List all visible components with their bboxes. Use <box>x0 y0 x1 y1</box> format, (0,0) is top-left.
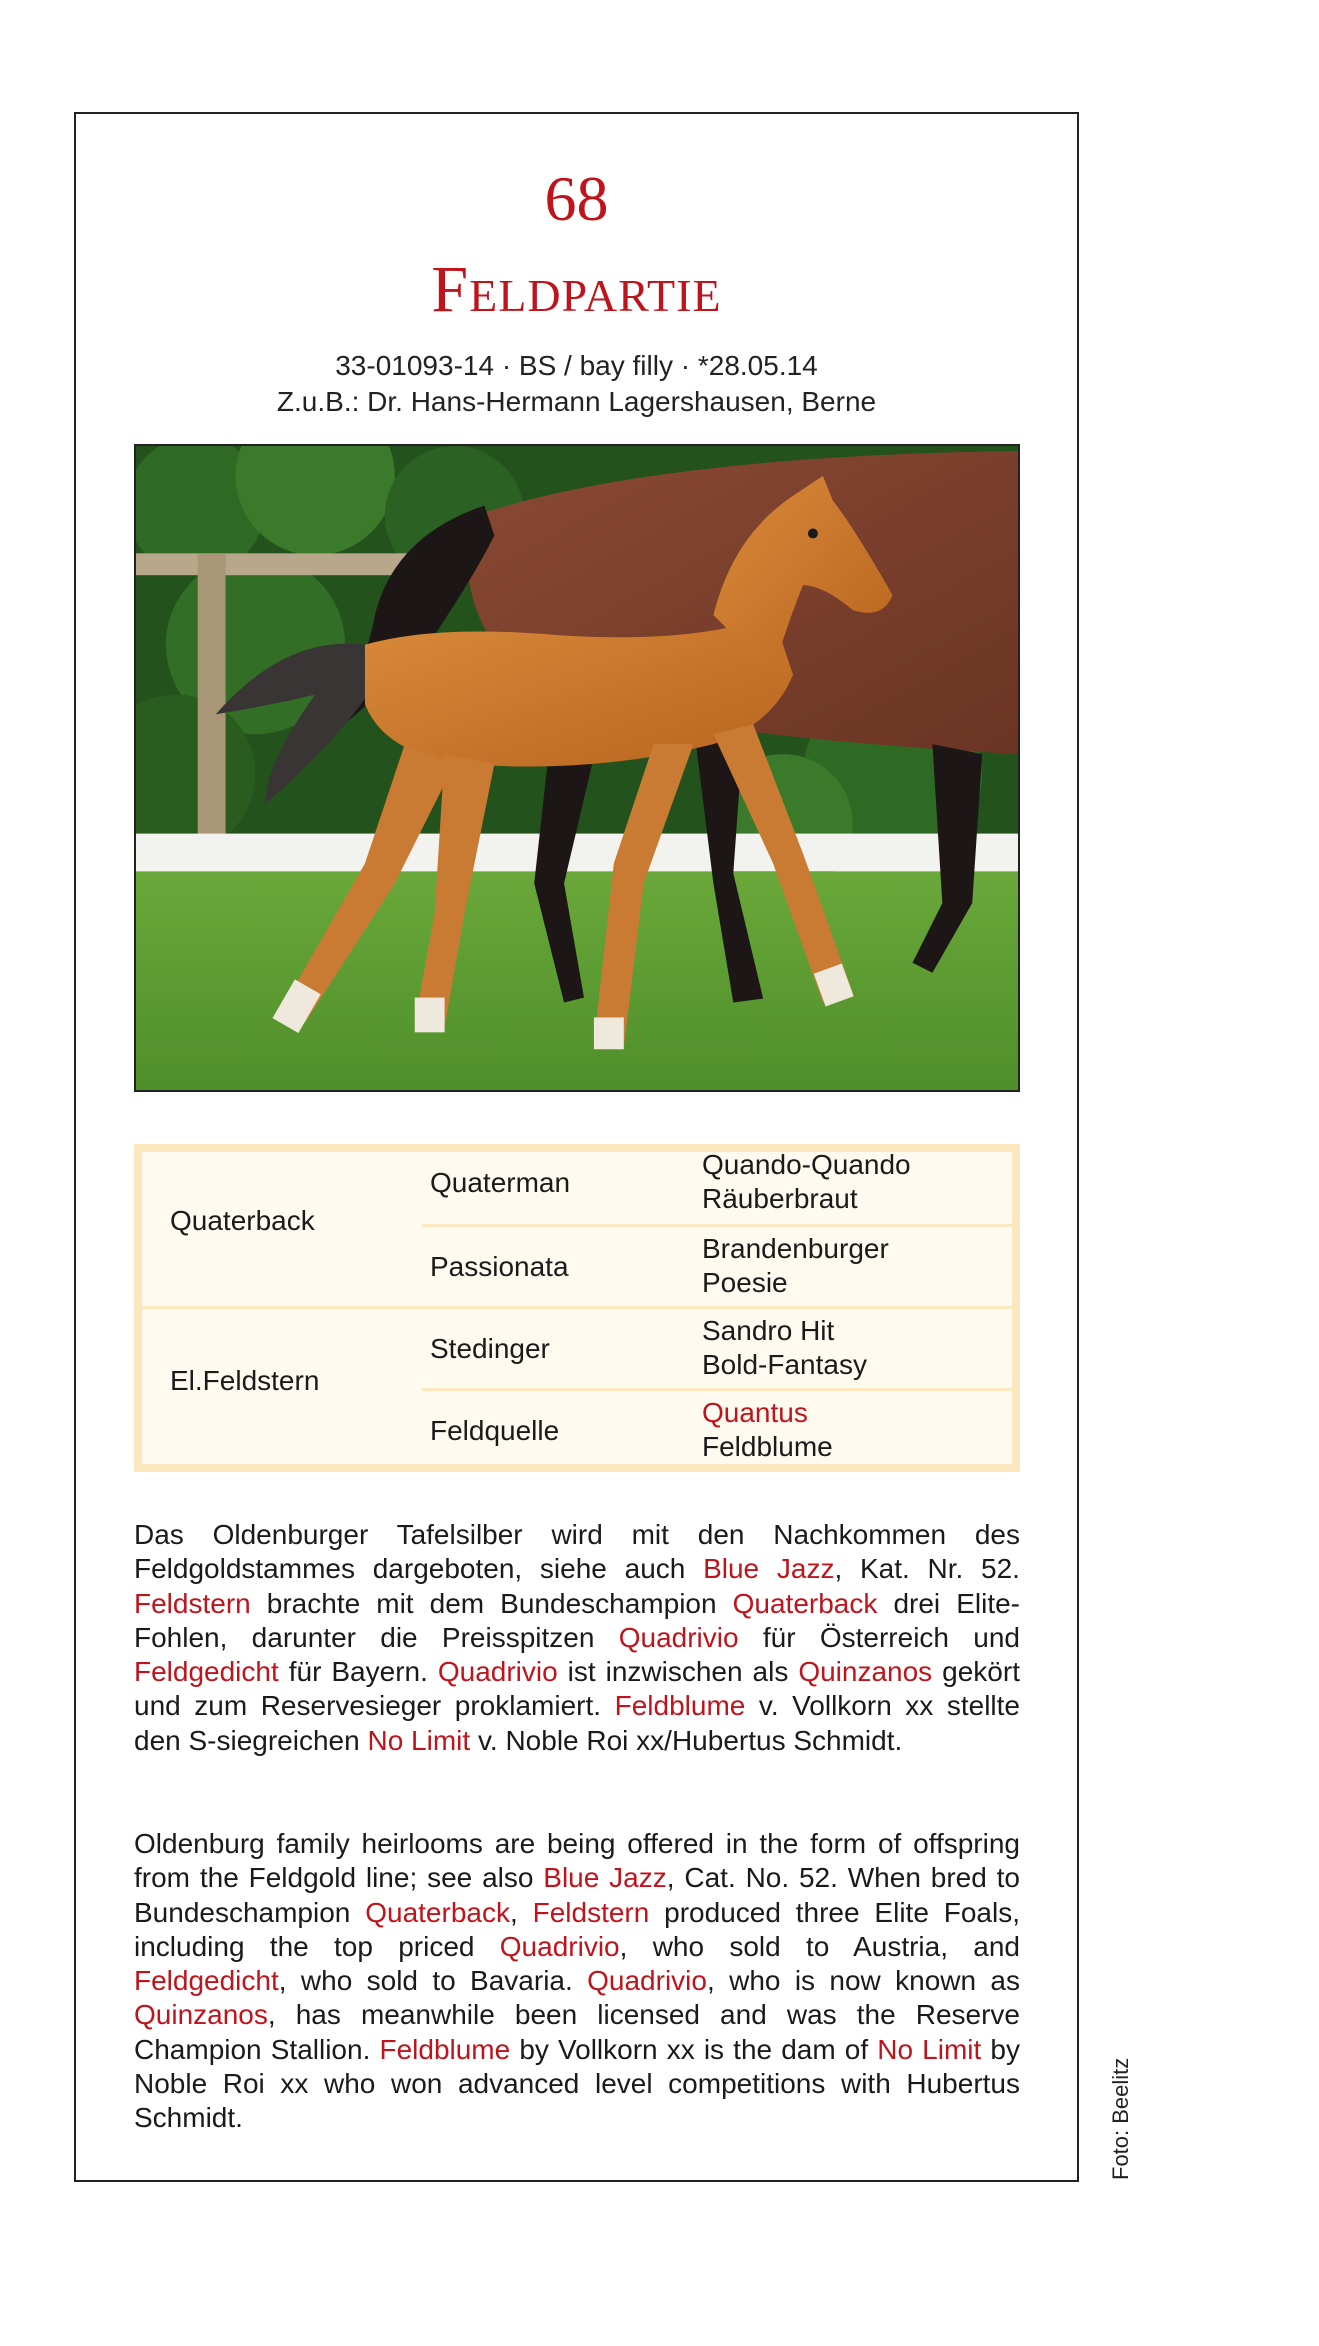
text-segment: produced three Elite Foals, including the top priced <box>134 1896 1020 1962</box>
text-segment: , Cat. No. 52. When bred to Bundeschampion <box>134 1862 1020 1928</box>
horse-reference: Quadrivio <box>437 1656 558 1688</box>
text-segment: by Vollkorn xx is the dam of <box>510 2033 878 2065</box>
text-segment: v. Vollkorn xx stellte den S-siegreichen <box>134 1690 1021 1756</box>
pedigree-dam-sire: Stedinger <box>430 1333 550 1364</box>
pedigree-sire-dam: Passionata <box>430 1251 569 1282</box>
pedigree-divider <box>422 1224 1012 1227</box>
horse-reference: Feldblume <box>379 2033 511 2065</box>
horse-reference: Feldgedicht <box>134 1656 279 1688</box>
text-segment: gekört und zum Reservesieger proklamiert. <box>134 1656 1020 1722</box>
pedigree-ggp-3 <box>702 1314 867 1382</box>
text-segment: Oldenburg family heirlooms are being offered in the form of offspring from the Feldgold line; see also <box>134 1828 1020 1894</box>
breeder-line: Z.u.B.: Dr. Hans-Hermann Lagershausen, Berne <box>276 386 877 417</box>
text-segment: drei Elite-Fohlen, darunter die Preisspitzen <box>134 1587 1020 1653</box>
horse-reference: Quadrivio <box>618 1621 739 1653</box>
horse-reference: Quadrivio <box>499 1930 620 1962</box>
description-german <box>134 1518 1020 1758</box>
text-segment: Das Oldenburger Tafelsilber wird mit den Nachkommen des Feldgoldstammes dargeboten, siehe auch <box>134 1519 1020 1585</box>
text-segment: , who is now known as <box>706 1965 1020 1997</box>
photo-credit: Foto: Beelitz <box>1108 2057 1133 2180</box>
pedigree-ggp: Bold-Fantasy <box>702 1349 867 1380</box>
pedigree-divider <box>422 1388 1012 1391</box>
pedigree-divider <box>142 1306 1012 1309</box>
horse-reference: Feldblume <box>614 1690 746 1722</box>
horse-reference: Feldgedicht <box>134 1965 279 1997</box>
lot-number: 68 <box>544 163 609 234</box>
text-segment: , has meanwhile been licensed and was the Reserve Champion Stallion. <box>134 1999 1020 2065</box>
pedigree-ggp: Feldblume <box>702 1431 833 1462</box>
pedigree-table <box>134 1144 1020 1472</box>
horse-reference: Feldstern <box>134 1587 251 1619</box>
pedigree-dam: El.Feldstern <box>170 1365 320 1396</box>
text-segment: , <box>509 1896 533 1928</box>
pedigree-ggp: Räuberbraut <box>702 1183 858 1214</box>
horse-reference: Blue Jazz <box>703 1553 835 1585</box>
horse-reference: Quadrivio <box>587 1965 707 1997</box>
foal-photo-illustration <box>136 446 1018 1090</box>
pedigree-ggp-1 <box>702 1148 911 1216</box>
text-segment: für Österreich und <box>738 1621 1020 1653</box>
pedigree-ggp: Brandenburger <box>702 1233 889 1264</box>
pedigree-sire-sire: Quaterman <box>430 1167 571 1198</box>
text-segment: by Noble Roi xx who won advanced level competitions with Hubertus Schmidt. <box>134 2033 1020 2134</box>
horse-photo <box>134 444 1020 1092</box>
pedigree-ggp: Quantus <box>702 1397 808 1428</box>
horse-reference: No Limit <box>877 2033 982 2065</box>
text-segment: , who sold to Austria, and <box>619 1930 1021 1962</box>
pedigree-ggp-4 <box>702 1396 833 1464</box>
horse-reference: Quinzanos <box>134 1999 268 2031</box>
text-segment: , who sold to Bavaria. <box>278 1965 588 1997</box>
horse-name: Feldpartie <box>431 253 722 326</box>
text-segment: ist inzwischen als <box>557 1656 799 1688</box>
horse-reference: Feldstern <box>532 1896 650 1928</box>
catalog-page-frame <box>74 112 1079 2182</box>
pedigree-sire: Quaterback <box>170 1205 315 1236</box>
pedigree-ggp: Poesie <box>702 1267 788 1298</box>
text-segment: v. Noble Roi xx/Hubertus Schmidt. <box>470 1724 903 1756</box>
pedigree-ggp-2 <box>702 1232 889 1300</box>
horse-reference: No Limit <box>367 1724 471 1756</box>
horse-reference: Blue Jazz <box>543 1862 667 1894</box>
registration-line: 33-01093-14 · BS / bay filly · *28.05.14 <box>335 350 818 381</box>
horse-reference: Quinzanos <box>798 1656 933 1688</box>
pedigree-grid <box>142 1149 1012 1464</box>
pedigree-ggp: Sandro Hit <box>702 1315 835 1346</box>
description-english <box>134 1827 1020 2136</box>
horse-reference: Quaterback <box>732 1587 878 1619</box>
pedigree-ggp: Quando-Quando <box>702 1149 911 1180</box>
pedigree-dam-dam: Feldquelle <box>430 1415 560 1446</box>
text-segment: , Kat. Nr. 52. <box>834 1553 1020 1585</box>
text-segment: für Bayern. <box>278 1656 438 1688</box>
text-segment: brachte mit dem Bundeschampion <box>250 1587 733 1619</box>
horse-reference: Quaterback <box>365 1896 510 1928</box>
